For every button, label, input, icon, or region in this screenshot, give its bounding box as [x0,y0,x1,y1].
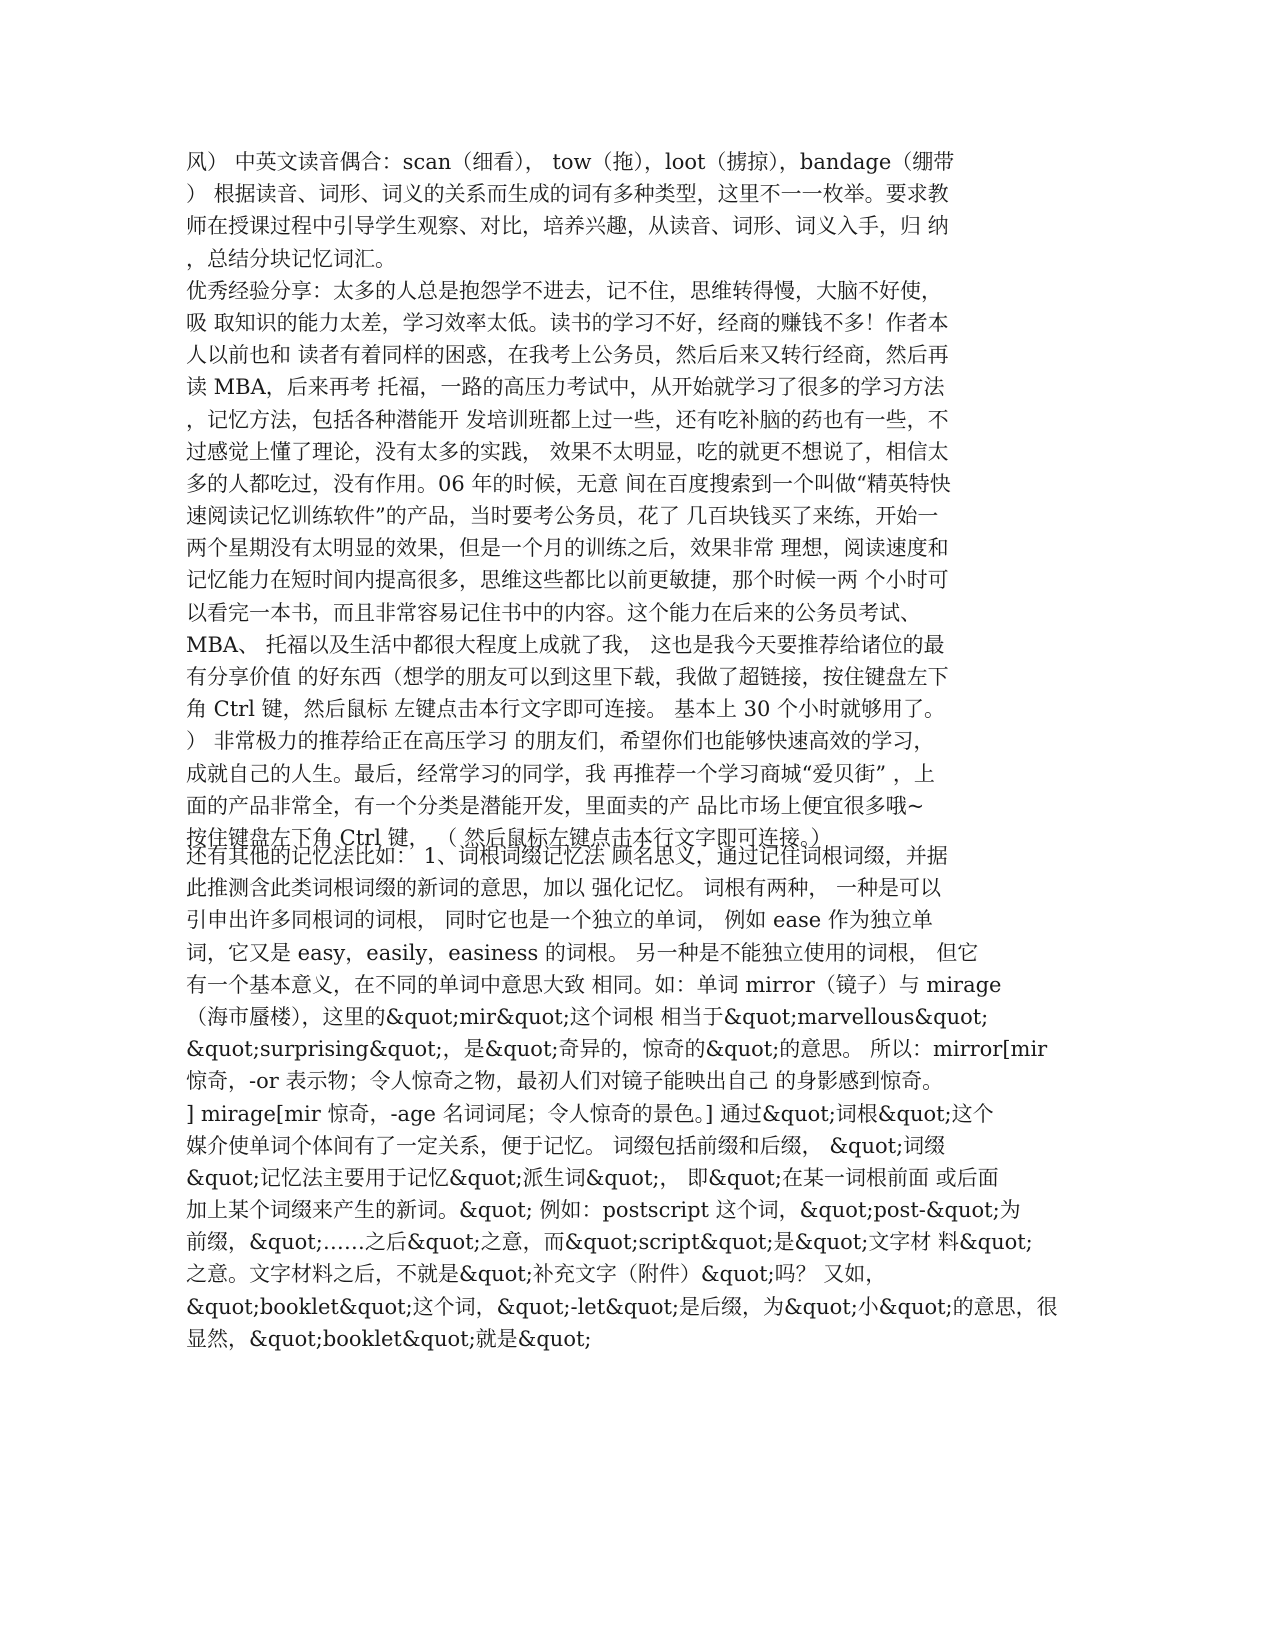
text-line: 成就自己的人生。最后，经常学习的同学，我 再推荐一个学习商城“爱贝街” ，上 [186,761,935,786]
text-line: 加上某个词缀来产生的新词。&quot; 例如：postscript 这个词，&quot;post-&quot;为 [186,1198,1021,1223]
text-line: 多的人都吃过，没有作用。06 年的时候，无意 间在百度搜索到一个叫做“精英特快 [186,471,951,496]
text-line: ，总结分块记忆词汇。 [186,246,396,271]
text-line: ） 根据读音、词形、词义的关系而生成的词有多种类型，这里不一一枚举。要求教 [186,182,949,207]
text-line: 显然，&quot;booklet&quot;就是&quot; [186,1326,592,1351]
text-line: 人以前也和 读者有着同样的困惑，在我考上公务员，然后后来又转行经商，然后再 [186,343,949,368]
text-line: 引申出许多同根词的词根， 同时它也是一个独立的单词， 例如 ease 作为独立单 [186,908,933,933]
text-line: 面的产品非常全，有一个分类是潜能开发，里面卖的产 品比市场上便宜很多哦~ [186,793,925,818]
text-line: （海市蜃楼），这里的&quot;mir&quot;这个词根 相当于&quot;marvellous&quot; [186,1004,989,1029]
text-line: 速阅读记忆训练软件”的产品，当时要考公务员，花了 几百块钱买了来练，开始一 [186,504,939,529]
text-line: 吸 取知识的能力太差，学习效率太低。读书的学习不好，经商的赚钱不多！作者本 [186,310,949,335]
text-line: ，记忆方法，包括各种潜能开 发培训班都上过一些，还有吃补脑的药也有一些，不 [186,407,949,432]
text-line: 风） 中英文读音偶合：scan（细看）， tow（拖），loot（掳掠），bandage（绷带 [186,150,955,174]
text-line: &quot;surprising&quot;，是&quot;奇异的，惊奇的&quot;的意思。 所以：mirror[mir [186,1037,1048,1062]
text-line: 以看完一本书，而且非常容易记住书中的内容。这个能力在后来的公务员考试、 [186,600,921,625]
text-line: 优秀经验分享：太多的人总是抱怨学不进去，记不住，思维转得慢，大脑不好使， [186,278,942,303]
paragraph-root-affix-method [186,840,1086,1355]
text-line: 有一个基本意义，在不同的单词中意思大致 相同。如：单词 mirror（镜子）与 mirage [186,972,1002,997]
text-line: 有分享价值 的好东西（想学的朋友可以到这里下载，我做了超链接，按住键盘左下 [186,665,949,689]
text-line: 按住键盘左下角 Ctrl 键， （ 然后鼠标左键点击本行文字即可连接。） [186,825,832,850]
text-line: 过感觉上懂了理论，没有太多的实践， 效果不太明显，吃的就更不想说了，相信太 [186,439,949,464]
text-line: 媒介使单词个体间有了一定关系，便于记忆。 词缀包括前缀和后缀， &quot;词缀 [186,1133,946,1158]
text-line: 师在授课过程中引导学生观察、对比，培养兴趣，从读音、词形、词义入手，归 纳 [186,214,949,239]
text-line: ] mirage[mir 惊奇，-age 名词词尾；令人惊奇的景色。] 通过&quot;词根&quot;这个 [186,1101,994,1126]
text-line: 之意。文字材料之后，不就是&quot;补充文字（附件）&quot;吗？ 又如， [186,1262,887,1287]
text-line: 角 Ctrl 键，然后鼠标 左键点击本行文字即可连接。 基本上 30 个小时就够用了。 [186,697,946,722]
text-line: ） 非常极力的推荐给正在高压学习 的朋友们，希望你们也能够快速高效的学习， [186,729,935,754]
text-line: &quot;记忆法主要用于记忆&quot;派生词&quot;， 即&quot;在某一词根前面 或后面 [186,1165,999,1190]
text-line: 还有其他的记忆法比如： 1、词根词缀记忆法 顾名思义，通过记住词根词缀，并据 [186,844,948,868]
text-line: 记忆能力在短时间内提高很多，思维这些都比以前更敏捷，那个时候一两 个小时可 [186,568,949,593]
paragraph-word-memory-experience [186,146,1086,854]
text-line: &quot;booklet&quot;这个词，&quot;-let&quot;是后缀，为&quot;小&quot;的意思，很 [186,1294,1058,1319]
text-line: 两个星期没有太明显的效果，但是一个月的训练之后，效果非常 理想，阅读速度和 [186,536,949,561]
text-line: 词，它又是 easy，easily，easiness 的词根。 另一种是不能独立使用的词根， 但它 [186,940,979,965]
text-line: 此推测含此类词根词缀的新词的意思，加以 强化记忆。 词根有两种， 一种是可以 [186,876,942,901]
text-line: 读 MBA，后来再考 托福，一路的高压力考试中，从开始就学习了很多的学习方法 [186,375,945,400]
text-line: 惊奇，-or 表示物；令人惊奇之物，最初人们对镜子能映出自己 的身影感到惊奇。 [186,1069,944,1094]
text-line: 前缀，&quot;……之后&quot;之意，而&quot;script&quot;是&quot;文字材 料&quot; [186,1230,1033,1255]
text-line: MBA、 托福以及生活中都很大程度上成就了我， 这也是我今天要推荐给诸位的最 [186,632,945,657]
